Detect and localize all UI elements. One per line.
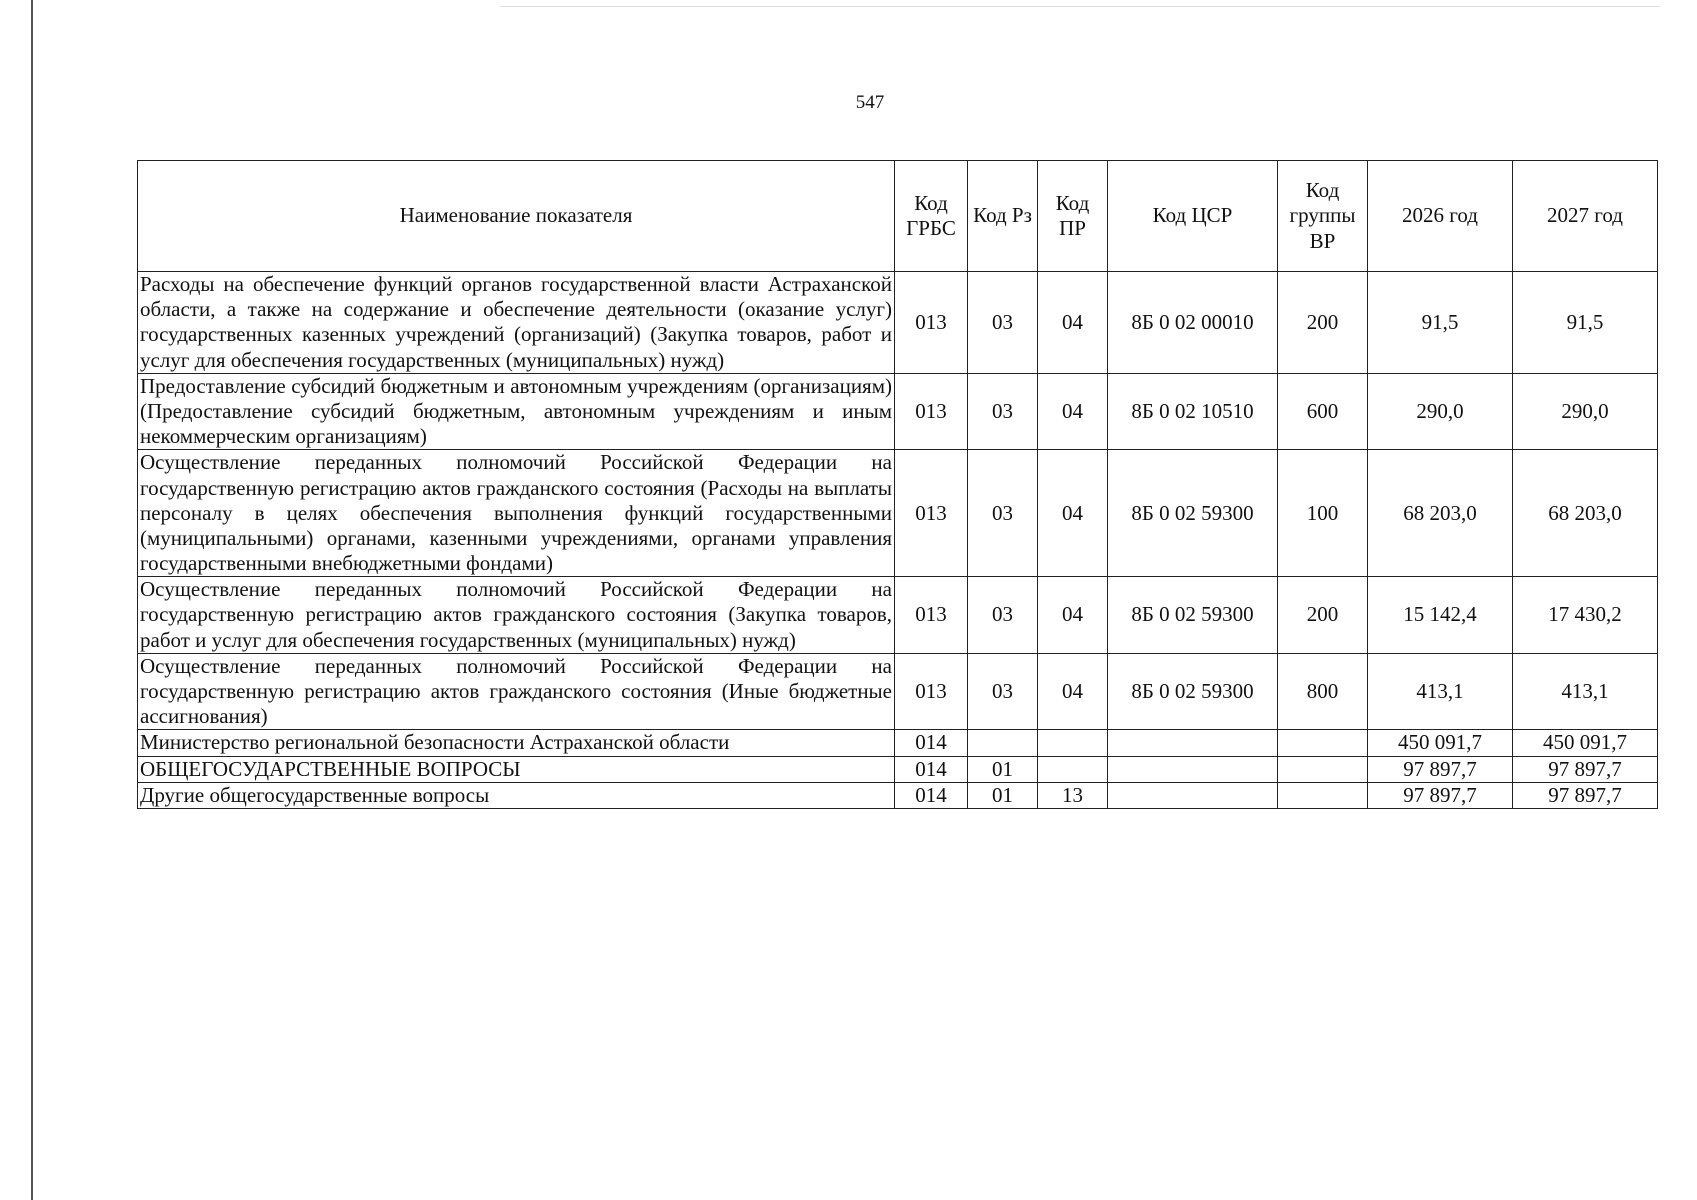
table-row [138,577,1658,654]
header-rz: Код Рз [968,161,1038,272]
header-grbs: Код ГРБС [895,161,968,272]
row-csr: 8Б 0 02 00010 [1108,272,1278,374]
row-name: Министерство региональной безопасности Астраханской области [138,730,895,756]
row-grbs: 013 [895,653,968,730]
row-2027: 290,0 [1513,373,1658,450]
row-csr [1108,756,1278,782]
row-rz: 03 [968,577,1038,654]
row-2026: 290,0 [1368,373,1513,450]
row-vr: 800 [1278,653,1368,730]
row-pr: 04 [1038,373,1108,450]
page-number: 547 [855,92,885,113]
table-row [138,782,1658,808]
row-rz [968,730,1038,756]
row-vr [1278,782,1368,808]
binding-line [31,0,33,1200]
row-2026: 91,5 [1368,272,1513,374]
row-pr: 04 [1038,450,1108,577]
row-name: ОБЩЕГОСУДАРСТВЕННЫЕ ВОПРОСЫ [138,756,895,782]
row-grbs: 013 [895,577,968,654]
row-grbs: 014 [895,756,968,782]
table-row [138,730,1658,756]
row-2026: 97 897,7 [1368,782,1513,808]
table-row [138,756,1658,782]
row-pr: 13 [1038,782,1108,808]
row-2027: 97 897,7 [1513,782,1658,808]
row-2027: 97 897,7 [1513,756,1658,782]
row-csr [1108,782,1278,808]
header-vr: Код группы ВР [1278,161,1368,272]
table-row [138,653,1658,730]
row-2027: 413,1 [1513,653,1658,730]
row-2026: 97 897,7 [1368,756,1513,782]
row-pr [1038,756,1108,782]
row-pr: 04 [1038,272,1108,374]
row-pr [1038,730,1108,756]
header-2027: 2027 год [1513,161,1658,272]
row-2026: 413,1 [1368,653,1513,730]
row-vr [1278,730,1368,756]
budget-table [137,160,1658,809]
row-grbs: 013 [895,450,968,577]
row-rz: 03 [968,653,1038,730]
row-name: Расходы на обеспечение функций органов государственной власти Астраханской области, а также на содержание и обеспечение деятельности (оказание услуг) государственных казенных учреждений (организаций) (Закупка товаров, работ и услуг для обеспечения государственных (муниципальных) нужд) [138,272,895,374]
row-2026: 68 203,0 [1368,450,1513,577]
row-csr [1108,730,1278,756]
row-name: Осуществление переданных полномочий Российской Федерации на государственную регистрацию актов гражданского состояния (Иные бюджетные ассигнования) [138,653,895,730]
row-pr: 04 [1038,653,1108,730]
row-grbs: 014 [895,782,968,808]
row-rz: 01 [968,782,1038,808]
row-2027: 68 203,0 [1513,450,1658,577]
table-row [138,373,1658,450]
row-vr: 200 [1278,577,1368,654]
row-pr: 04 [1038,577,1108,654]
row-rz: 01 [968,756,1038,782]
row-vr: 200 [1278,272,1368,374]
row-name: Другие общегосударственные вопросы [138,782,895,808]
row-name: Осуществление переданных полномочий Российской Федерации на государственную регистрацию актов гражданского состояния (Расходы на выплаты персоналу в целях обеспечения выполнения функций государственными (муниципальными) органами, казенными учреждениями, органами управления государственными внебюджетными фондами) [138,450,895,577]
row-csr: 8Б 0 02 10510 [1108,373,1278,450]
row-rz: 03 [968,450,1038,577]
row-2026: 15 142,4 [1368,577,1513,654]
header-csr: Код ЦСР [1108,161,1278,272]
row-2027: 450 091,7 [1513,730,1658,756]
row-grbs: 013 [895,373,968,450]
row-grbs: 014 [895,730,968,756]
scan-edge-line [500,6,1660,7]
row-rz: 03 [968,272,1038,374]
row-vr [1278,756,1368,782]
row-2026: 450 091,7 [1368,730,1513,756]
header-pr: Код ПР [1038,161,1108,272]
row-vr: 600 [1278,373,1368,450]
row-2027: 17 430,2 [1513,577,1658,654]
row-name: Осуществление переданных полномочий Российской Федерации на государственную регистрацию актов гражданского состояния (Закупка товаров, работ и услуг для обеспечения государственных (муниципальных) нужд) [138,577,895,654]
header-name: Наименование показателя [138,161,895,272]
row-csr: 8Б 0 02 59300 [1108,653,1278,730]
table-header-row [138,161,1658,272]
row-2027: 91,5 [1513,272,1658,374]
row-name: Предоставление субсидий бюджетным и автономным учреждениям (организациям) (Предоставление субсидий бюджетным, автономным учреждениям и иным некоммерческим организациям) [138,373,895,450]
table-row [138,272,1658,374]
row-grbs: 013 [895,272,968,374]
row-csr: 8Б 0 02 59300 [1108,577,1278,654]
table-row [138,450,1658,577]
row-rz: 03 [968,373,1038,450]
row-csr: 8Б 0 02 59300 [1108,450,1278,577]
row-vr: 100 [1278,450,1368,577]
header-2026: 2026 год [1368,161,1513,272]
